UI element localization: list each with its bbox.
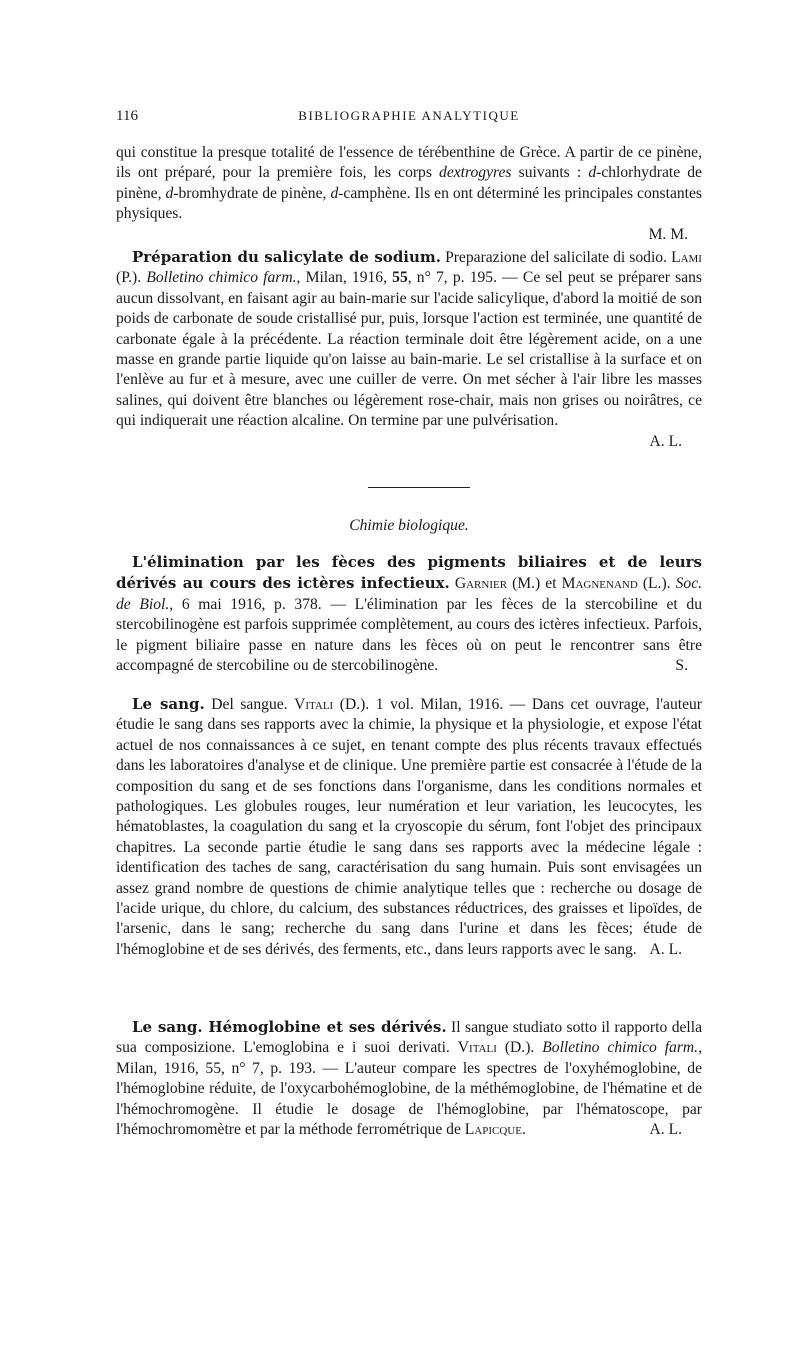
author-name: Magnenand xyxy=(561,575,638,593)
signoff-al: A. L. xyxy=(649,940,682,958)
page-header xyxy=(116,108,702,130)
author-name: Garnier xyxy=(454,575,508,593)
signoff-mm: M. M. xyxy=(648,225,688,243)
author-name: Lapicque xyxy=(464,1121,522,1139)
journal-name: Bolletino chimico farm. xyxy=(542,1039,699,1057)
entry-salicylate xyxy=(116,247,702,452)
le-sang-paragraph: Le sang. Del sangue. Vitali (D.). 1 vol. Milan, 1916. — Dans cet ouvrage, l'auteur étudie le sang dans ses rapports avec la chimie, la physique et la physiologie, et expose l'état actuel de nos connaissances à ce sujet, en tenant compte des plus récents travaux effectués dans les laboratoires d'analyse et de clinique. Une première partie est consacrée à l'étude de la composition du sang et de ses fonctions dans l'organisme, dans les conditions normales et pathologiques. Les globules rouges, leur numération et leur variation, les leucocytes, les hématoblastes, la coagulation du sang et la cryoscopie du sérum, font l'objet des principaux chapitres. La seconde partie étudie le sang dans ses rapports avec la médecine légale : identification des taches de sang, caractérisation du sang humain. Puis sont envisagées un assez grand nombre de questions de chimie analytique telles que : recherche ou dosage de l'acide urique, du chlore, du calcium, des substances réductrices, des graisses et lipoïdes, de l'arsenic, dans le sang; recherche du sang dans l'urine et dans les fèces; étude de l'hémoglobine et de ses dérivés, des ferments, etc., dans leurs rapports avec le sang. xyxy=(116,695,702,958)
signoff-s: S. xyxy=(675,657,688,675)
entry-hemoglobine xyxy=(116,1017,702,1140)
signoff-al: A. L. xyxy=(649,1121,682,1139)
hemoglobine-paragraph: Le sang. Hémoglobine et ses dérivés. Il sangue studiato sotto il rapporto della sua composizione. L'emoglobina e i suoi derivati. Vitali (D.). Bolletino chimico farm., Milan, 1916, 55, n° 7, p. 193. — L'auteur compare les spectres de l'oxyhémoglobine, de l'hémoglobine réduite, de l'oxycarbohémoglobine, de la méthémoglobine, de l'hématine et de l'hémochromogène. Il étudie le dosage de l'hémoglobine, par l'hématoscope, par l'hémochromomètre et par la méthode ferrométrique de Lapicque. xyxy=(116,1018,702,1139)
section-divider xyxy=(368,487,470,488)
journal-name: Soc. de Biol. xyxy=(116,575,703,613)
continuation-paragraph: qui constitue la presque totalité de l'essence de térébenthine de Grèce. A partir de ce pinène, ils ont préparé, pour la première fois, les corps dextrogyres suivants : d-chlorhydrate de pinène, d-bromhydrate de pinène, d-camphène. Ils en ont déterminé les principales constantes physiques. xyxy=(116,144,702,223)
salicylate-paragraph: Préparation du salicylate de sodium. Preparazione del salicilate di sodio. Lami (P.). Bolletino chimico farm., Milan, 1916, 55, n° 7, p. 195. — Ce sel peut se préparer sans aucun dissolvant, en faisant agir au bain-marie sur l'acide salicylique, d'abord la moitié de son poids de carbonate de soude cristallisé pur, puis, lorsque l'action est terminée, une quantité de carbonate égale à la précédente. La réaction terminale doit être légèrement acide, on a une masse en grande partie liquide qu'on laisse au bain-marie. Le sel cristallise à la surface et on l'enlève au fur et à mesure, avec une cuiller de verre. On met sécher à l'air libre les masses salines, qui doivent être blanches ou légèrement rose-chair, mais non grises ou noirâtres, ce qui indiquerait une réaction alcaline. On termine par une pulvérisation. xyxy=(116,248,702,430)
entry-title: L'élimination par les fèces des pigments biliaires et de leurs dérivés au cours des ictères infectieux. xyxy=(116,553,702,593)
signoff-al: A. L. xyxy=(649,432,682,450)
entry-le-sang xyxy=(116,694,702,960)
author-name: Vitali xyxy=(294,696,334,713)
entry-title: Préparation du salicylate de sodium. xyxy=(132,248,441,266)
entry-elimination xyxy=(116,552,702,676)
entry-title: Le sang. xyxy=(132,695,205,713)
author-name: Lami xyxy=(671,249,702,266)
author-name: Vitali xyxy=(457,1039,497,1057)
section-title: Chimie biologique. xyxy=(349,517,469,534)
elimination-paragraph: L'élimination par les fèces des pigments biliaires et de leurs dérivés au cours des ictères infectieux. Garnier (M.) et Magnenand (L.). Soc. de Biol., 6 mai 1916, p. 378. — L'élimination par les fèces de la stercobiline et du stercobilinogène est parfois supprimée complètement, au cours des ictères infectieux. Parfois, le pigment biliaire passe en nature dans les fèces où on peut le rencontrer sans être accompagné de stercobiline ou de stercobilinogène. xyxy=(116,553,703,675)
page-number: 116 xyxy=(116,108,138,124)
running-title: BIBLIOGRAPHIE ANALYTIQUE xyxy=(298,108,520,123)
entry-continuation xyxy=(116,143,702,245)
journal-name: Bolletino chimico farm. xyxy=(146,269,297,287)
entry-title: Le sang. Hémoglobine et ses dérivés. xyxy=(132,1018,447,1036)
